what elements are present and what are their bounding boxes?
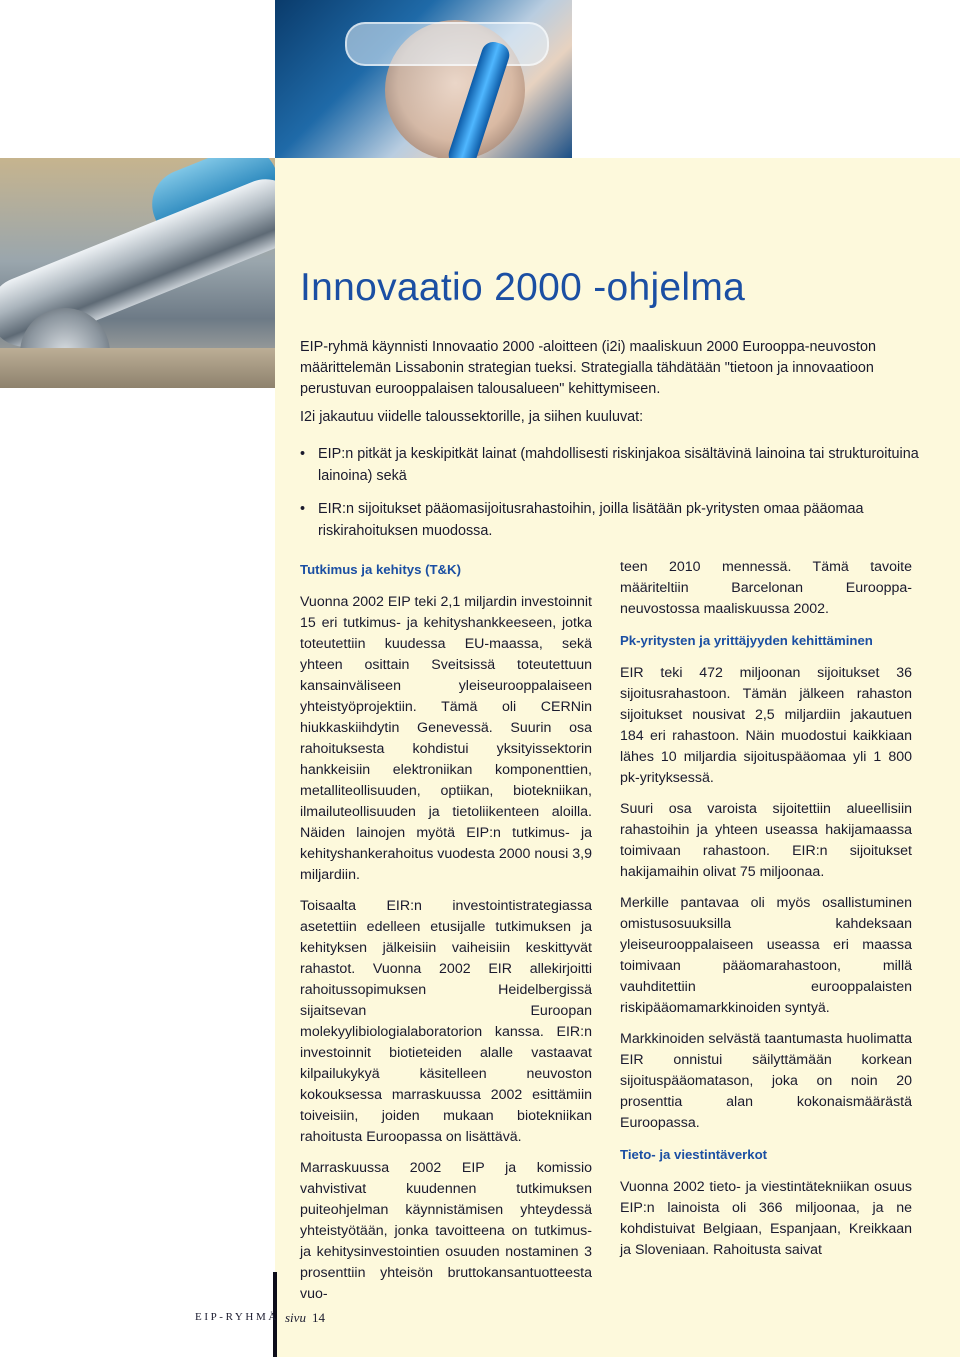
- paragraph: Merkille pantavaa oli myös osallistuminen omistusosuuksilla kahdeksaan yleiseurooppalaiseen useassa eri maassa toimivaan pääomarahastoon, millä vauhditettiin eurooppalaisten riskipääomamarkkinoiden syntyä.: [620, 895, 912, 1016]
- accelerator-photo: [0, 158, 275, 388]
- list-item-text: EIR:n sijoitukset pääomasijoitusrahastoihin, joilla lisätään pk-yritysten omaa pääomaa riskirahoituksen muodossa.: [318, 501, 864, 539]
- paragraph: teen 2010 mennessä. Tämä tavoite määriteltiin Barcelonan Eurooppa-neuvostossa maaliskuussa 2002.: [620, 559, 912, 617]
- paragraph: Suuri osa varoista sijoitettiin alueellisiin rahastoihin ja yhteen useassa hakijamaassa toimivaan rahastoon. EIR:n sijoitukset hakijamaihin olivat 75 miljoonaa.: [620, 801, 912, 880]
- lead-paragraph: I2i jakautuu viidelle taloussektorille, ja siihen kuuluvat:: [300, 409, 644, 425]
- page-title: Innovaatio 2000 -ohjelma: [300, 266, 746, 309]
- list-item: [300, 498, 920, 542]
- left-column: [300, 557, 592, 1315]
- scientist-photo: [275, 0, 572, 158]
- page-label: sivu: [285, 1310, 306, 1325]
- list-item-text: EIP:n pitkät ja keskipitkät lainat (mahdollisesti riskinjakoa sisältävinä lainoina tai strukturoituina lainoina) sekä: [318, 446, 919, 484]
- section-heading-ict: Tieto- ja viestintäverkot: [620, 1147, 768, 1162]
- section-heading-sme: Pk-yritysten ja yrittäjyyden kehittäminen: [620, 633, 873, 648]
- bullet-list: [300, 443, 920, 553]
- footer-org: EIP-RYHMÄ: [195, 1311, 279, 1323]
- list-item: [300, 443, 920, 487]
- section-heading-rnd: Tutkimus ja kehitys (T&K): [300, 562, 461, 577]
- paragraph: Marraskuussa 2002 EIP ja komissio vahvistivat kuudennen tutkimuksen puiteohjelman käynnistämisen yhteydessä yhteistyötään, jonka tavoitteena on tutkimus- ja kehitysinvestointien osuuden nostaminen 3 prosenttiin yhteisön bruttokansantuotteesta vuo-: [300, 1160, 592, 1302]
- paragraph: Vuonna 2002 tieto- ja viestintätekniikan osuus EIP:n lainoista oli 366 miljoonaa, ja ne kohdistuivat Belgiaan, Espanjaan, Kreikkaan ja Sloveniaan. Rahoitusta saivat: [620, 1179, 912, 1258]
- paragraph: Toisaalta EIR:n investointistrategiassa asetettiin edelleen etusijalle tutkimuksen ja kehityksen jälkeisiin vaiheisiin keskittyvät rahastot. Vuonna 2002 EIR allekirjoitti rahoitussopimuksen Heidelbergissä sijaitsevan Euroopan molekyylibiologialaboratorion kanssa. EIR:n investoinnit biotieteiden alalle vastaavat kilpailukykyä käsitelleen neuvoston kokouksessa marraskuussa 2002 esittämiin toiveisiin, joiden mukaan biotekniikan rahoitusta Euroopassa on lisättävä.: [300, 898, 592, 1145]
- right-column: [620, 557, 912, 1271]
- paragraph: Vuonna 2002 EIP teki 2,1 miljardin investoinnit 15 eri tutkimus- ja kehityshankkeeseen, jotka toteutettiin kuudessa EU-maassa, sekä yhteen osittain Sveitsissä toteutettuun kansainväliseen yleiseurooppalaiseen yhteistyöprojektiin. Tämä oli CERNin hiukkaskiihdytin Genevessä. Suurin osa rahoituksesta kohdistui yksityissektorin hankkeisiin elektroniikan komponenttien, metalliteollisuuden, optiikan, biotekniikan, ilmailuteollisuuden ja tietoliikenteen aloilla. Näiden lainojen myötä EIP:n tutkimus- ja kehityshankerahoitus vuodesta 2000 nousi 3,9 miljardiin.: [300, 594, 592, 883]
- intro-paragraph: EIP-ryhmä käynnisti Innovaatio 2000 -aloitteen (i2i) maaliskuun 2000 Eurooppa-neuvoston määrittelemän Lissabonin strategian tueksi. Strategialla tähdätään "tietoon ja innovaatioon perustuvan eurooppalaisen talousalueen" kehittymiseen.: [300, 339, 876, 397]
- page-number: [285, 1310, 325, 1326]
- paragraph: EIR teki 472 miljoonan sijoitukset 36 sijoitusrahastoon. Tämän jälkeen rahaston sijoitukset nousivat 2,5 miljardiin jakautuen 184 eri rahastoon. Näin muodostui kaikkiaan lähes 10 miljardia sijoituspääomaa yli 1 800 pk-yrityksessä.: [620, 665, 912, 786]
- bullet-icon: •: [300, 501, 306, 517]
- page-number-value: 14: [311, 1310, 325, 1325]
- paragraph: Markkinoiden selvästä taantumasta huolimatta EIR onnistui säilyttämään korkean sijoituspääomatason, joka on noin 20 prosenttia alan kokonaismäärästä Euroopassa.: [620, 1031, 912, 1131]
- bullet-icon: •: [300, 446, 306, 462]
